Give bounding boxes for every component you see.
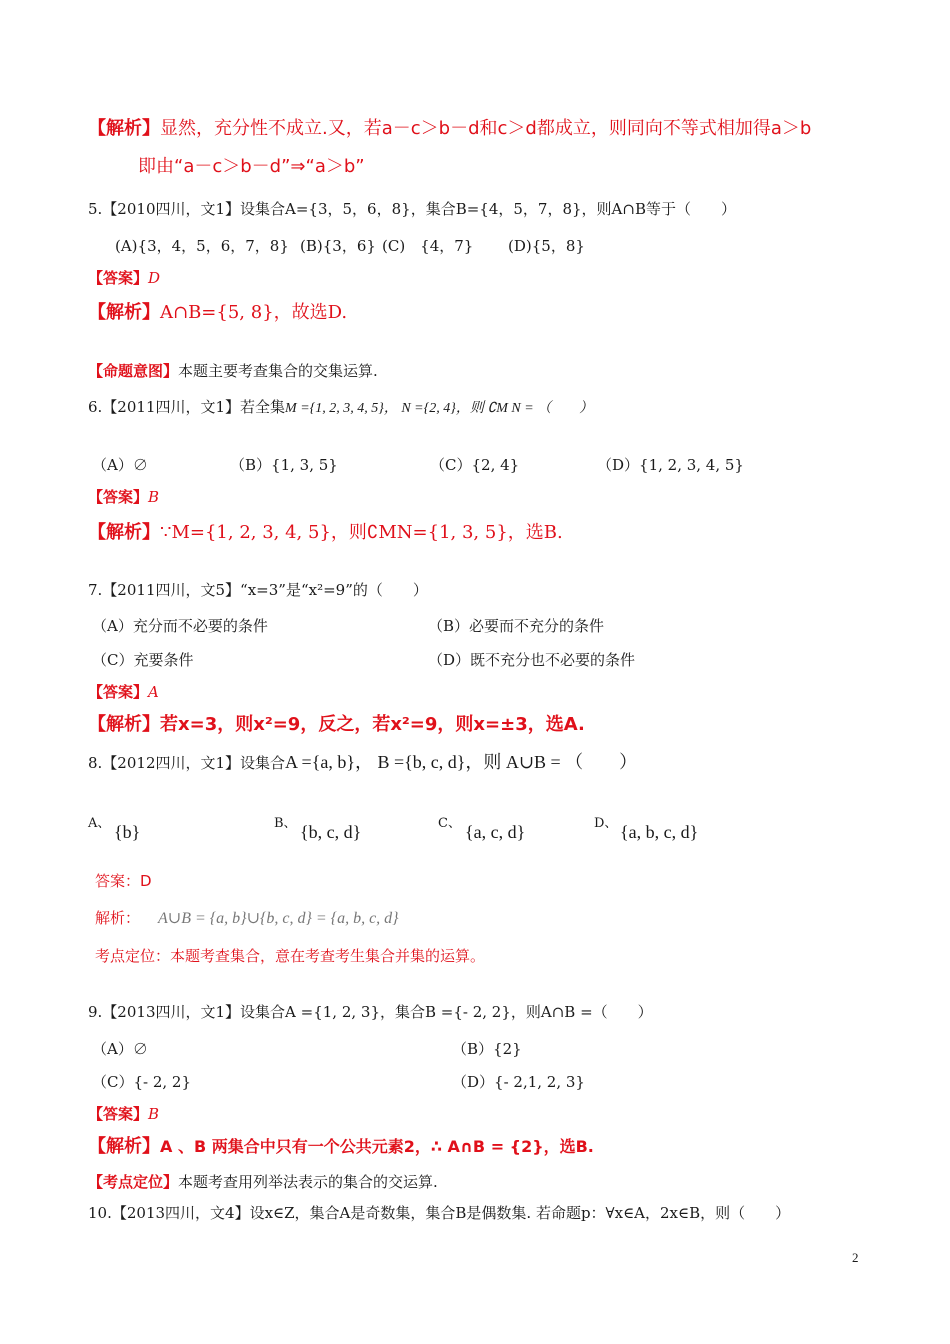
q8-option-a-letter: A、: [88, 816, 111, 831]
q8-option-b-letter: B、: [274, 816, 297, 831]
q6-option-c: （C）{2, 4}: [430, 456, 520, 474]
q6-stem-text: 6.【2011四川，文1】若全集: [88, 398, 286, 416]
answer-tag: 【答案】: [88, 1105, 149, 1123]
q10-stem: 10.【2013四川，文4】设x∈Z，集合A是奇数集，集合B是偶数集. 若命题p：∀x∈A，2x∈B，则（ ）: [88, 1204, 791, 1222]
q6-stem-math: M ={1, 2, 3, 4, 5}， N ={2, 4}，则 ∁M N = （ ）: [285, 401, 594, 416]
q7-analysis: [88, 714, 585, 736]
q9-stem: 9.【2013四川，文1】设集合A ={1, 2, 3}，集合B ={- 2, 2}，则A∩B =（ ）: [88, 1003, 653, 1021]
analysis-text: A∪B = {a, b}∪{b, c, d} = {a, b, c, d}: [158, 910, 399, 927]
q8-option-b-value: {b, c, d}: [300, 822, 362, 842]
intent-text: 本题主要考查集合的交集运算.: [178, 362, 378, 380]
point-text: 本题考查用列举法表示的集合的交运算.: [178, 1173, 438, 1191]
q5-answer: [88, 269, 160, 287]
q8-option-d-letter: D、: [594, 816, 618, 831]
answer-value: D: [148, 269, 161, 287]
q6-stem: [88, 398, 593, 418]
q8-option-c-value: {a, c, d}: [465, 822, 526, 842]
q7-option-a: （A）充分而不必要的条件: [92, 617, 268, 635]
answer-tag: 【答案】: [88, 488, 149, 506]
q5-analysis: [88, 302, 347, 324]
q5-option-c: (C) {4，7}: [382, 237, 474, 255]
q8-option-a-value: {b}: [114, 822, 141, 842]
q5-option-a: (A){3，4，5，6，7，8}: [115, 237, 289, 255]
page-number: 2: [852, 1250, 859, 1265]
q6-option-b: （B）{1, 3, 5}: [230, 456, 338, 474]
analysis-text: 若x=3，则x²=9，反之，若x²=9，则x=±3，选A.: [160, 714, 585, 735]
answer-value: A: [148, 683, 159, 701]
q6-answer: [88, 488, 159, 506]
q9-option-a: （A）∅: [92, 1040, 148, 1058]
q7-option-b: （B）必要而不充分的条件: [428, 617, 605, 635]
top-analysis-line2: 即由“a－c＞b－d”⇒“a＞b”: [138, 156, 365, 177]
analysis-tag: 【解析】: [88, 118, 160, 139]
point-tag: 【考点定位】: [88, 1173, 179, 1191]
q5-stem: 5.【2010四川，文1】设集合A={3，5，6，8}，集合B={4，5，7，8}，则A∩B等于（ ）: [88, 200, 736, 218]
q5-option-d: (D){5，8}: [508, 237, 585, 255]
answer-tag: 【答案】: [88, 683, 149, 701]
analysis-tag: 【解析】: [88, 714, 160, 735]
q9-point: [88, 1173, 438, 1191]
q7-answer: [88, 683, 159, 701]
analysis-tag: 解析：: [95, 909, 141, 927]
q8-option-d-value: {a, b, c, d}: [620, 822, 699, 842]
q8-analysis: [95, 909, 399, 928]
analysis-text: A∩B={5, 8}，故选D.: [160, 302, 348, 323]
q8-stem: [88, 752, 637, 774]
q6-option-a: （A）∅: [92, 456, 148, 474]
q8-stem-text: 8.【2012四川，文1】设集合: [88, 754, 286, 772]
q9-answer: [88, 1105, 159, 1123]
analysis-tag: 【解析】: [88, 522, 160, 543]
analysis-text: 显然，充分性不成立.又，若a－c＞b－d和c＞d都成立，则同向不等式相加得a＞b: [160, 118, 812, 139]
answer-value: B: [148, 1105, 160, 1123]
q9-option-b: （B）{2}: [452, 1040, 522, 1058]
answer-tag: 【答案】: [88, 269, 149, 287]
answer-value: B: [148, 488, 160, 506]
intent-tag: 【命题意图】: [88, 362, 179, 380]
q7-stem: 7.【2011四川，文5】“x=3”是“x²=9”的（ ）: [88, 581, 428, 599]
q8-stem-math: A ={a, b}， B ={b, c, d}，则 A∪B = （ ）: [285, 752, 638, 772]
q8-answer: 答案：D: [95, 872, 152, 890]
analysis-text: A 、B 两集合中只有一个公共元素2，∴ A∩B = {2}，选B.: [160, 1137, 594, 1156]
q6-analysis: [88, 522, 563, 544]
q9-option-c: （C）{- 2, 2}: [92, 1073, 192, 1091]
analysis-tag: 【解析】: [88, 1136, 160, 1157]
q8-option-c-letter: C、: [438, 816, 461, 831]
analysis-text: ∵M={1, 2, 3, 4, 5}，则∁MN={1, 3, 5}，选B.: [160, 522, 563, 543]
q5-intent: [88, 362, 378, 380]
q7-option-c: （C）充要条件: [92, 651, 194, 669]
q8-point: 考点定位：本题考查集合，意在考查考生集合并集的运算。: [95, 947, 486, 965]
q5-option-b: (B){3，6}: [300, 237, 376, 255]
q9-option-d: （D）{- 2,1, 2, 3}: [452, 1073, 585, 1091]
q9-analysis: [88, 1136, 594, 1158]
q6-option-d: （D）{1, 2, 3, 4, 5}: [597, 456, 744, 474]
top-analysis-line1: [88, 118, 811, 140]
q7-option-d: （D）既不充分也不必要的条件: [428, 651, 636, 669]
analysis-tag: 【解析】: [88, 302, 160, 323]
